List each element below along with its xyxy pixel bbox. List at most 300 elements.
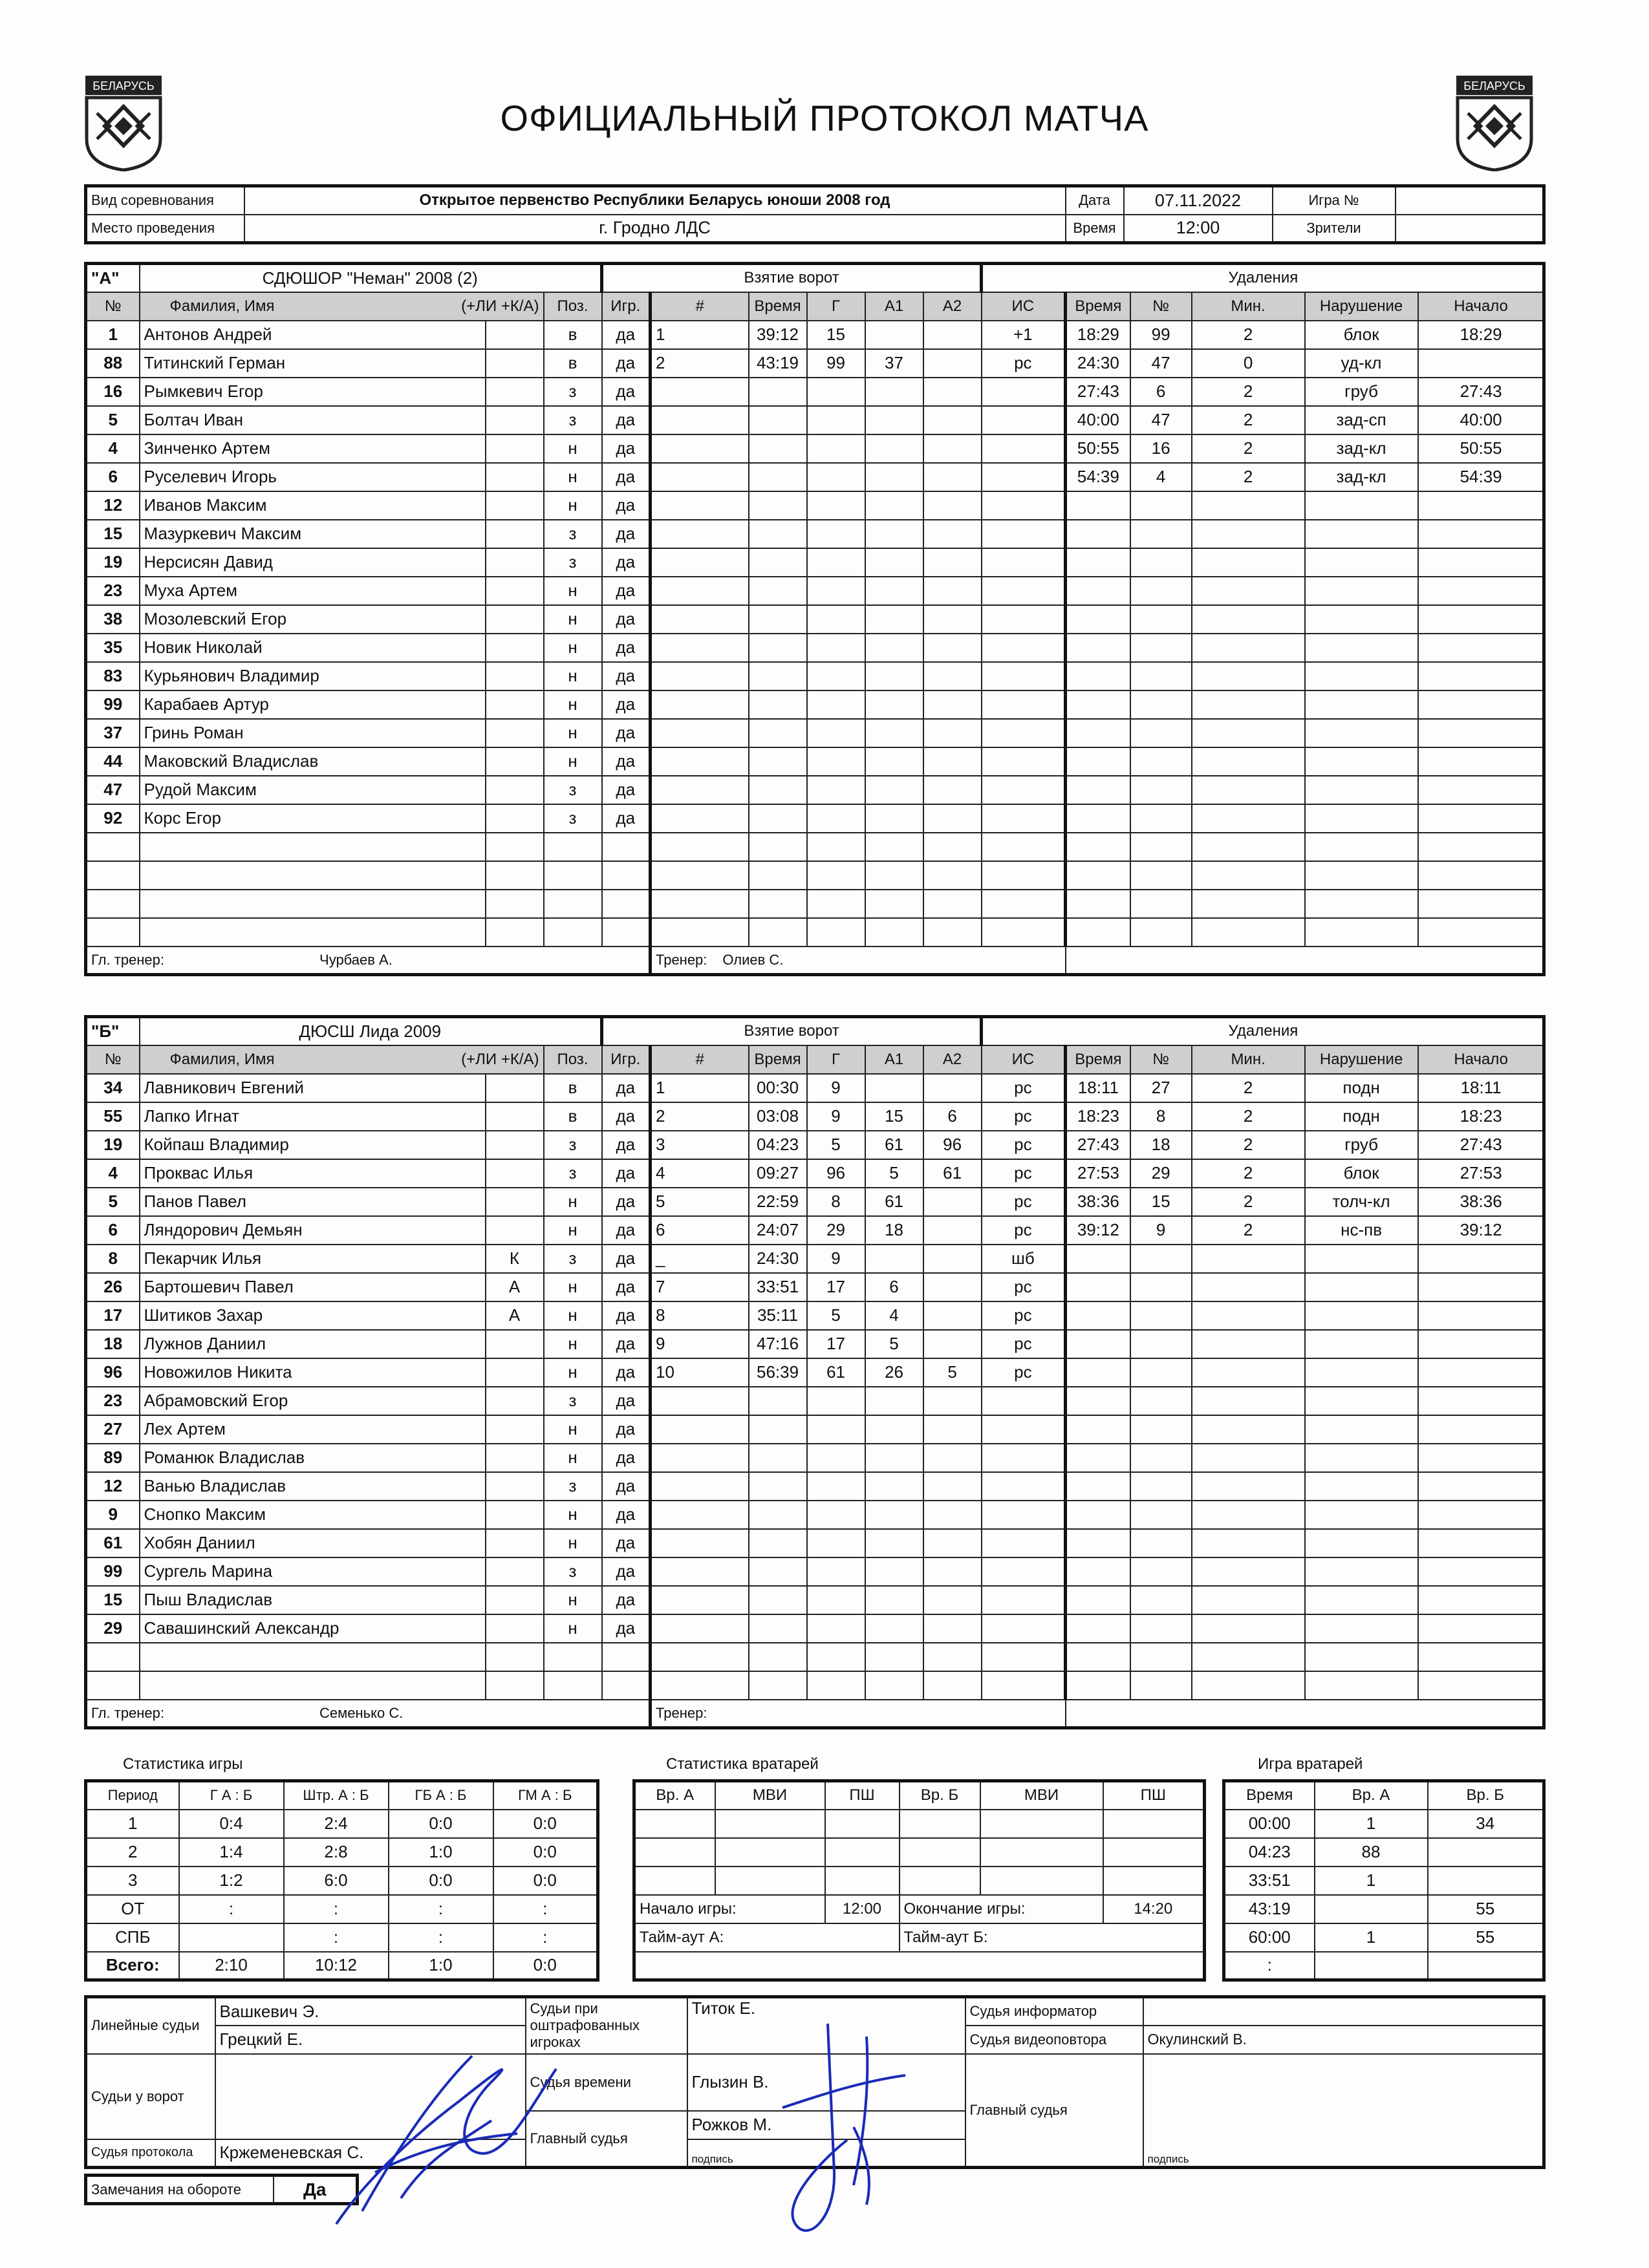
player-role	[486, 1586, 544, 1614]
penalty-infraction	[1305, 1529, 1418, 1557]
player-position: н	[544, 1529, 602, 1557]
penalty-time	[1066, 719, 1130, 747]
penalty-infraction	[1305, 548, 1418, 577]
penalty-minutes: 2	[1192, 321, 1305, 349]
goal-scorer	[807, 833, 865, 861]
goal-scorer	[807, 1472, 865, 1501]
goal-time: 00:30	[749, 1074, 807, 1102]
player-name: Мозолевский Егор	[140, 605, 486, 634]
chief-signature-label: подпись	[1143, 2054, 1544, 2168]
penalty-infraction	[1305, 719, 1418, 747]
player-played	[602, 918, 651, 947]
penalty-time	[1066, 1245, 1130, 1273]
player-position: н	[544, 1415, 602, 1444]
penalty-time: 40:00	[1066, 406, 1130, 434]
penalty-time	[1066, 605, 1130, 634]
player-name: Болтач Иван	[140, 406, 486, 434]
penalty-time	[1066, 1529, 1130, 1557]
col-pen-infraction: Нарушение	[1305, 1045, 1418, 1074]
player-played: да	[602, 634, 651, 662]
gk-play-cell: 33:51	[1224, 1867, 1315, 1895]
goal-scorer	[807, 634, 865, 662]
goal-assist-2	[923, 776, 982, 804]
player-number: 34	[86, 1074, 140, 1102]
penalty-minutes: 2	[1192, 406, 1305, 434]
goal-index	[651, 406, 749, 434]
goal-assist-2	[923, 1501, 982, 1529]
goal-type	[982, 1501, 1066, 1529]
goal-type: рс	[982, 1102, 1066, 1131]
penalty-minutes: 2	[1192, 1102, 1305, 1131]
player-position: н	[544, 1273, 602, 1301]
penalty-judge: Титок Е.	[687, 1997, 965, 2054]
gk-play-cell: 1	[1315, 1923, 1428, 1952]
penalty-start: 18:11	[1418, 1074, 1544, 1102]
period-value: :	[389, 1923, 493, 1952]
goal-type: рс	[982, 1273, 1066, 1301]
player-played: да	[602, 1387, 651, 1415]
penalty-infraction: уд-кл	[1305, 349, 1418, 378]
player-role	[486, 406, 544, 434]
player-number	[86, 918, 140, 947]
table-row	[86, 520, 1544, 548]
player-played: да	[602, 804, 651, 833]
penalty-infraction	[1305, 1387, 1418, 1415]
player-position	[544, 1671, 602, 1700]
player-name: Маковский Владислав	[140, 747, 486, 776]
penalty-number	[1130, 1586, 1192, 1614]
player-position: з	[544, 804, 602, 833]
period-value: 0:0	[493, 1838, 598, 1867]
goal-assist-1: 5	[865, 1159, 923, 1188]
penalty-start	[1418, 776, 1544, 804]
player-role	[486, 1159, 544, 1188]
goal-time	[749, 520, 807, 548]
player-position: з	[544, 548, 602, 577]
penalty-minutes	[1192, 918, 1305, 947]
col-position: Поз.	[544, 1045, 602, 1074]
player-played: да	[602, 577, 651, 605]
gk-stats-table	[632, 1779, 1206, 1982]
goal-scorer	[807, 1387, 865, 1415]
goal-scorer	[807, 747, 865, 776]
date-label: Дата	[1066, 186, 1124, 215]
goal-time	[749, 1643, 807, 1671]
goal-assist-2	[923, 321, 982, 349]
player-role	[486, 434, 544, 463]
goal-type: рс	[982, 1131, 1066, 1159]
gk-stats-cell	[825, 1867, 900, 1895]
penalty-minutes	[1192, 1529, 1305, 1557]
goal-assist-1	[865, 804, 923, 833]
goal-scorer: 9	[807, 1245, 865, 1273]
penalty-infraction	[1305, 1501, 1418, 1529]
table-row	[86, 1472, 1544, 1501]
goal-time	[749, 1529, 807, 1557]
penalty-time	[1066, 491, 1130, 520]
goal-assist-2	[923, 1444, 982, 1472]
player-role	[486, 1614, 544, 1643]
gk-play-header: Время	[1224, 1781, 1315, 1810]
goal-scorer	[807, 1529, 865, 1557]
game-stats-title: Статистика игры	[123, 1755, 243, 1773]
player-position: н	[544, 577, 602, 605]
goal-index	[651, 1415, 749, 1444]
gk-stats-cell	[1103, 1867, 1205, 1895]
gk-play-cell	[1428, 1838, 1544, 1867]
timekeeper-1: Глызин В.	[687, 2054, 965, 2111]
player-position: з	[544, 1557, 602, 1586]
end-label: Окончание игры:	[900, 1895, 1103, 1923]
player-position: н	[544, 1330, 602, 1358]
penalty-minutes: 0	[1192, 349, 1305, 378]
game-stats-header: ГМ А : Б	[493, 1781, 598, 1810]
goal-index	[651, 662, 749, 690]
penalty-infraction	[1305, 833, 1418, 861]
gk-play-cell	[1428, 1952, 1544, 1980]
player-position: з	[544, 1245, 602, 1273]
goal-scorer	[807, 378, 865, 406]
penalty-time	[1066, 1273, 1130, 1301]
table-row	[634, 1867, 1205, 1895]
goal-type	[982, 690, 1066, 719]
goal-time	[749, 662, 807, 690]
table-row	[86, 1810, 598, 1838]
table-row	[86, 1387, 1544, 1415]
period-label: 3	[86, 1867, 179, 1895]
notes-table	[84, 2174, 359, 2205]
goal-assist-1	[865, 1245, 923, 1273]
player-position: в	[544, 1074, 602, 1102]
goal-assist-2	[923, 833, 982, 861]
table-row	[86, 321, 1544, 349]
goal-assist-2	[923, 1614, 982, 1643]
period-value: :	[284, 1895, 389, 1923]
penalty-time	[1066, 1358, 1130, 1387]
player-position: н	[544, 1614, 602, 1643]
penalty-time	[1066, 1301, 1130, 1330]
player-played: да	[602, 690, 651, 719]
end-value: 14:20	[1103, 1895, 1205, 1923]
goal-assist-1: 18	[865, 1216, 923, 1245]
goal-type	[982, 1586, 1066, 1614]
penalty-infraction: груб	[1305, 378, 1418, 406]
table-row	[86, 1867, 598, 1895]
penalty-time	[1066, 1643, 1130, 1671]
goal-index	[651, 548, 749, 577]
player-played: да	[602, 1245, 651, 1273]
penalty-start	[1418, 662, 1544, 690]
penalty-infraction: груб	[1305, 1131, 1418, 1159]
game-stats-header: Г А : Б	[179, 1781, 284, 1810]
goal-time	[749, 833, 807, 861]
player-name: Койпаш Владимир	[140, 1131, 486, 1159]
time-value: 12:00	[1124, 215, 1273, 243]
player-number: 23	[86, 577, 140, 605]
player-name: Руселевич Игорь	[140, 463, 486, 491]
col-goal-type: ИС	[982, 292, 1066, 321]
goal-scorer	[807, 918, 865, 947]
goal-time	[749, 491, 807, 520]
head-coach-label: Гл. тренер:	[91, 951, 165, 968]
period-value: 0:0	[493, 1810, 598, 1838]
col-name-label: Фамилия, Имя	[169, 1050, 275, 1068]
penalty-start	[1418, 1614, 1544, 1643]
goal-assist-1	[865, 776, 923, 804]
goal-assist-1	[865, 434, 923, 463]
goal-assist-2	[923, 605, 982, 634]
venue-label: Место проведения	[86, 215, 244, 243]
player-position: н	[544, 1301, 602, 1330]
player-number: 96	[86, 1358, 140, 1387]
goal-scorer: 8	[807, 1188, 865, 1216]
goal-time	[749, 1557, 807, 1586]
goal-assist-1	[865, 1074, 923, 1102]
penalty-infraction	[1305, 662, 1418, 690]
player-name: Мазуркевич Максим	[140, 520, 486, 548]
player-name: Савашинский Александр	[140, 1614, 486, 1643]
goal-time: 35:11	[749, 1301, 807, 1330]
player-number: 5	[86, 406, 140, 434]
goal-type	[982, 491, 1066, 520]
penalty-start	[1418, 605, 1544, 634]
table-row	[86, 1557, 1544, 1586]
goal-type	[982, 378, 1066, 406]
goal-type	[982, 1614, 1066, 1643]
penalty-minutes	[1192, 491, 1305, 520]
period-value: 0:0	[389, 1810, 493, 1838]
player-name: Нерсисян Давид	[140, 548, 486, 577]
goal-scorer: 9	[807, 1102, 865, 1131]
goal-assist-2	[923, 634, 982, 662]
goal-index	[651, 1614, 749, 1643]
goal-scorer	[807, 491, 865, 520]
goal-time	[749, 747, 807, 776]
col-pen-time: Время	[1066, 292, 1130, 321]
player-role	[486, 321, 544, 349]
player-name: Зинченко Артем	[140, 434, 486, 463]
player-played: да	[602, 1586, 651, 1614]
penalty-start	[1418, 1472, 1544, 1501]
officials-table	[84, 1995, 1546, 2169]
penalty-time	[1066, 1501, 1130, 1529]
player-played: да	[602, 378, 651, 406]
penalty-start	[1418, 1358, 1544, 1387]
penalty-number	[1130, 1529, 1192, 1557]
game-stats-table	[84, 1779, 599, 1982]
player-position: н	[544, 1586, 602, 1614]
col-goal-scorer: Г	[807, 292, 865, 321]
goal-assist-1	[865, 918, 923, 947]
table-row	[86, 1838, 598, 1867]
penalty-infraction: зад-кл	[1305, 463, 1418, 491]
player-position: н	[544, 747, 602, 776]
player-position: н	[544, 605, 602, 634]
goal-assist-2	[923, 1472, 982, 1501]
goal-assist-1: 61	[865, 1131, 923, 1159]
goal-scorer	[807, 719, 865, 747]
goal-type	[982, 1529, 1066, 1557]
gk-stats-header: Вр. А	[634, 1781, 715, 1810]
table-row	[86, 1188, 1544, 1216]
player-role	[486, 1131, 544, 1159]
penalty-minutes	[1192, 776, 1305, 804]
goal-assist-1	[865, 833, 923, 861]
col-goal-scorer: Г	[807, 1045, 865, 1074]
penalty-number: 18	[1130, 1131, 1192, 1159]
penalty-infraction: блок	[1305, 1159, 1418, 1188]
gk-stats-header: ПШ	[825, 1781, 900, 1810]
date-value: 07.11.2022	[1124, 186, 1273, 215]
penalty-infraction	[1305, 605, 1418, 634]
player-number: 9	[86, 1501, 140, 1529]
goal-scorer	[807, 434, 865, 463]
player-number: 12	[86, 491, 140, 520]
goal-assist-2: 61	[923, 1159, 982, 1188]
gk-stats-cell	[980, 1867, 1103, 1895]
player-played: да	[602, 1614, 651, 1643]
period-value: :	[284, 1923, 389, 1952]
player-role	[486, 1387, 544, 1415]
penalty-infraction	[1305, 1472, 1418, 1501]
coach-label: Тренер:	[656, 951, 707, 968]
penalty-infraction: подн	[1305, 1102, 1418, 1131]
penalty-minutes	[1192, 520, 1305, 548]
player-role	[486, 1501, 544, 1529]
goal-assist-1	[865, 1586, 923, 1614]
goal-assist-1	[865, 548, 923, 577]
goal-time	[749, 463, 807, 491]
period-value: 1:4	[179, 1838, 284, 1867]
penalty-number	[1130, 690, 1192, 719]
gk-play-cell: 55	[1428, 1895, 1544, 1923]
penalty-minutes	[1192, 833, 1305, 861]
penalty-infraction	[1305, 890, 1418, 918]
table-row	[86, 349, 1544, 378]
player-position: з	[544, 1387, 602, 1415]
table-row	[1224, 1810, 1544, 1838]
table-row	[86, 1643, 1544, 1671]
gk-play-cell: 1	[1315, 1810, 1428, 1838]
goal-index	[651, 577, 749, 605]
goal-type: рс	[982, 1358, 1066, 1387]
goal-index	[651, 605, 749, 634]
col-name-label: Фамилия, Имя	[169, 297, 275, 315]
goal-scorer	[807, 776, 865, 804]
goal-scorer: 29	[807, 1216, 865, 1245]
col-pen-number: №	[1130, 1045, 1192, 1074]
player-name: Бартошевич Павел	[140, 1273, 486, 1301]
penalty-time	[1066, 1614, 1130, 1643]
goal-type	[982, 861, 1066, 890]
player-role	[486, 1529, 544, 1557]
gk-stats-cell	[715, 1838, 825, 1867]
player-played: да	[602, 1330, 651, 1358]
penalty-time	[1066, 520, 1130, 548]
table-row	[86, 1102, 1544, 1131]
penalty-minutes	[1192, 634, 1305, 662]
penalty-infraction: толч-кл	[1305, 1188, 1418, 1216]
penalty-number: 29	[1130, 1159, 1192, 1188]
player-role	[486, 520, 544, 548]
goal-assist-1	[865, 406, 923, 434]
goal-type	[982, 1472, 1066, 1501]
player-name: Карабаев Артур	[140, 690, 486, 719]
penalty-number: 47	[1130, 349, 1192, 378]
player-position	[544, 833, 602, 861]
logo-text: БЕЛАРУСЬ	[92, 80, 155, 92]
player-name: Снопко Максим	[140, 1501, 486, 1529]
goal-assist-2	[923, 1330, 982, 1358]
player-number: 99	[86, 1557, 140, 1586]
player-name: Пекарчик Илья	[140, 1245, 486, 1273]
table-row	[86, 491, 1544, 520]
goal-scorer: 5	[807, 1131, 865, 1159]
period-label: СПБ	[86, 1923, 179, 1952]
penalty-minutes	[1192, 747, 1305, 776]
period-label: ОТ	[86, 1895, 179, 1923]
linesman-2: Грецкий Е.	[215, 2026, 526, 2054]
goals-title: Взятие ворот	[602, 1017, 982, 1045]
player-position: н	[544, 491, 602, 520]
gk-stats-cell	[825, 1810, 900, 1838]
player-position: з	[544, 1131, 602, 1159]
player-role	[486, 378, 544, 406]
player-position: з	[544, 406, 602, 434]
goal-scorer	[807, 1614, 865, 1643]
goal-time	[749, 1671, 807, 1700]
player-played: да	[602, 662, 651, 690]
table-row	[86, 1131, 1544, 1159]
penalty-start	[1418, 747, 1544, 776]
penalty-minutes	[1192, 690, 1305, 719]
goal-assist-2	[923, 1643, 982, 1671]
penalty-start	[1418, 1387, 1544, 1415]
penalty-number	[1130, 1273, 1192, 1301]
video-value: Окулинский В.	[1143, 2026, 1544, 2054]
penalty-infraction	[1305, 1330, 1418, 1358]
player-played: да	[602, 1529, 651, 1557]
goal-index	[651, 890, 749, 918]
informer-label: Судья информатор	[965, 1997, 1143, 2026]
player-role	[486, 1472, 544, 1501]
penalty-start	[1418, 491, 1544, 520]
goal-assist-1	[865, 1529, 923, 1557]
goal-time: 24:30	[749, 1245, 807, 1273]
col-goal-index: #	[651, 1045, 749, 1074]
goal-assist-2	[923, 861, 982, 890]
player-position: н	[544, 719, 602, 747]
goal-scorer: 17	[807, 1273, 865, 1301]
goal-scorer	[807, 548, 865, 577]
player-name	[140, 918, 486, 947]
col-pen-start: Начало	[1418, 292, 1544, 321]
goal-assist-1	[865, 1501, 923, 1529]
penalty-infraction	[1305, 1301, 1418, 1330]
col-pen-minutes: Мин.	[1192, 1045, 1305, 1074]
goal-index	[651, 1529, 749, 1557]
goal-time	[749, 890, 807, 918]
gk-stats-cell	[1103, 1810, 1205, 1838]
penalty-time: 39:12	[1066, 1216, 1130, 1245]
table-row	[86, 918, 1544, 947]
player-played: да	[602, 349, 651, 378]
penalty-number	[1130, 804, 1192, 833]
penalty-infraction: нс-пв	[1305, 1216, 1418, 1245]
penalty-minutes	[1192, 1671, 1305, 1700]
goal-time: 03:08	[749, 1102, 807, 1131]
penalty-start	[1418, 1444, 1544, 1472]
